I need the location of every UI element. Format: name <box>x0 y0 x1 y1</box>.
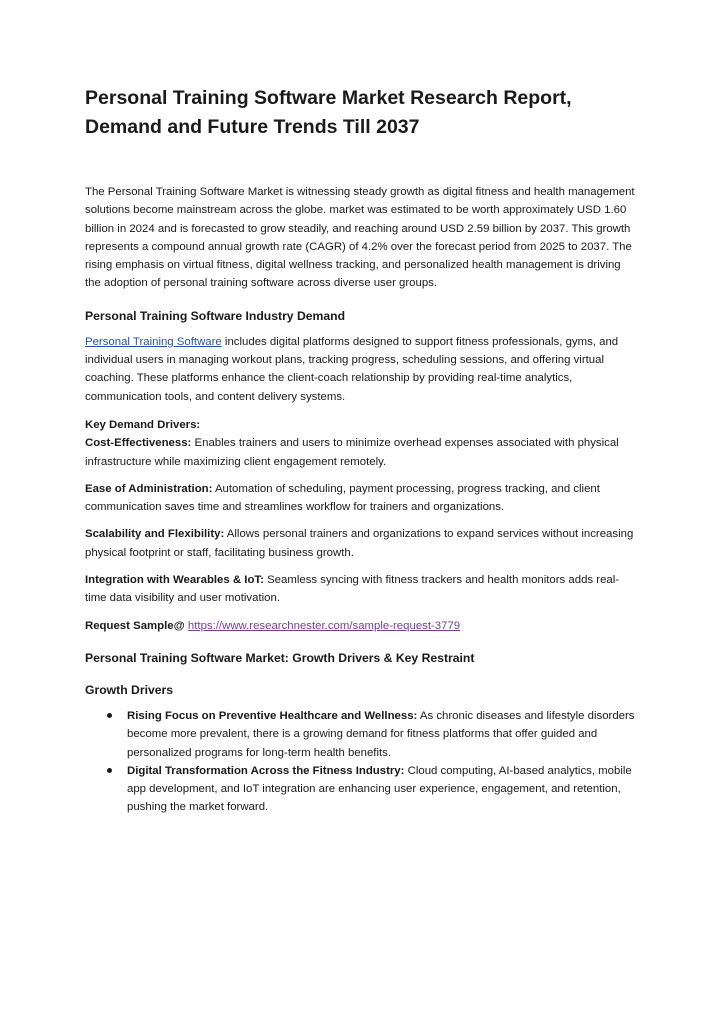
list-item <box>85 762 636 817</box>
bullet-icon <box>107 768 112 773</box>
driver-item <box>85 525 636 562</box>
growth-drivers-subheading: Growth Drivers <box>85 682 174 697</box>
driver-item <box>85 434 636 471</box>
driver-text: Automation of scheduling, payment processing, progress tracking, and client communication saves time and streamlines workflow for trainers and organizations. <box>85 482 600 514</box>
request-sample-line <box>85 617 636 635</box>
bullet-icon <box>107 713 112 718</box>
driver-text: Seamless syncing with fitness trackers and health monitors adds real-time data visibility and user motivation. <box>85 574 620 605</box>
key-drivers-heading: Key Demand Drivers: <box>85 418 201 431</box>
bullet-label: Digital Transformation Across the Fitness Industry: <box>127 764 405 777</box>
bullet-text: Cloud computing, AI-based analytics, mobile app development, and IoT integration are enhancing user experience, engagement, and retention, pushing the market forward. <box>127 764 632 814</box>
intro-paragraph: The Personal Training Software Market is witnessing steady growth as digital fitness and health management solutions become mainstream across the globe. market was estimated to be worth approximately USD 1.60 billion in 2024 and is forecasted to grow steadily, and reaching around USD 2.59 billion by 2037. This growth represents a compound annual growth rate (CAGR) of 4.2% over the forecast period from 2025 to 2037. The rising emphasis on virtual fitness, digital wellness tracking, and personalized health management is driving the adoption of personal training software across diverse user groups. <box>85 186 635 290</box>
bullet-label: Rising Focus on Preventive Healthcare and Wellness: <box>127 709 418 722</box>
industry-demand-heading: Personal Training Software Industry Demand <box>85 308 346 323</box>
industry-demand-body: includes digital platforms designed to support fitness professionals, gyms, and individual users in managing workout plans, tracking progress, scheduling sessions, and offering virtual coaching. These platforms enhance the client-coach relationship by providing real-time analytics, communication tools, and content delivery systems. <box>85 335 619 403</box>
driver-label: Ease of Administration: <box>85 482 213 495</box>
driver-text: Allows personal trainers and organizations to expand services without increasing physical footprint or staff, facilitating business growth. <box>85 528 634 559</box>
growth-drivers-list <box>85 707 636 817</box>
list-item <box>85 707 636 762</box>
personal-training-software-link[interactable]: Personal Training Software <box>85 335 222 348</box>
growth-section-heading: Personal Training Software Market: Growth Drivers & Key Restraint <box>85 650 475 665</box>
request-sample-label: Request Sample@ <box>85 619 185 632</box>
driver-label: Cost-Effectiveness: <box>85 437 192 450</box>
document-page <box>0 84 720 1015</box>
driver-label: Scalability and Flexibility: <box>85 528 225 541</box>
bullet-text: As chronic diseases and lifestyle disorders become more prevalent, there is a growing demand for fitness platforms that offer guided and personalized programs for long-term health benefits. <box>127 709 635 759</box>
driver-item <box>85 571 636 608</box>
driver-label: Integration with Wearables & IoT: <box>85 574 264 587</box>
driver-text: Enables trainers and users to minimize overhead expenses associated with physical infrastructure while maximizing client engagement remotely. <box>85 437 619 468</box>
driver-item <box>85 480 636 517</box>
page-title: Personal Training Software Market Research Report, Demand and Future Trends Till 2037 <box>85 87 572 138</box>
industry-demand-paragraph <box>85 333 636 406</box>
request-sample-link[interactable]: https://www.researchnester.com/sample-request-3779 <box>187 619 461 632</box>
